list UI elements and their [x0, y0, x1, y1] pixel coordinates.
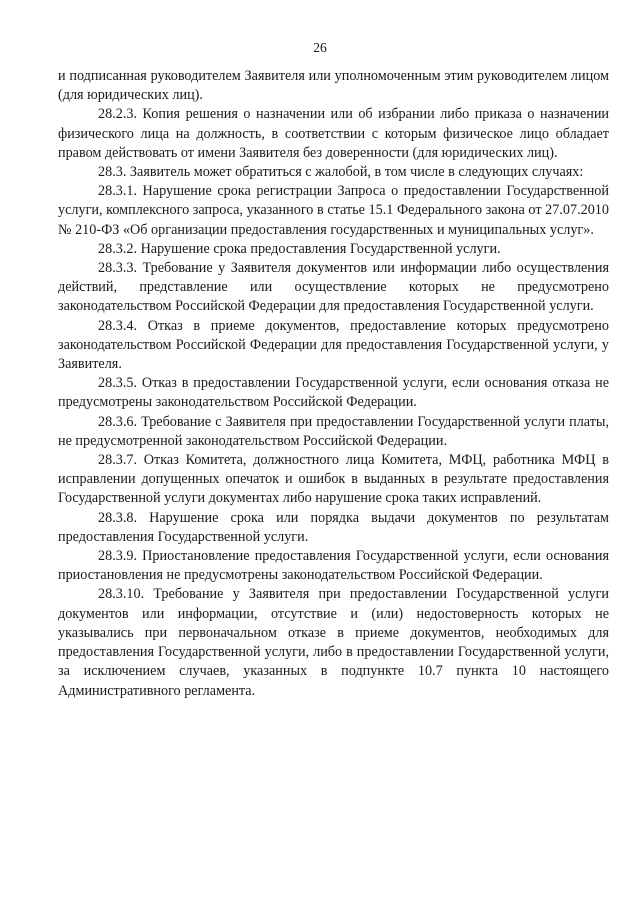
paragraph-28-3-10: 28.3.10. Требование у Заявителя при предоставлении Государственной услуги документов или информации, отсутствие и (или) недостоверность которых не указывались при первоначальном отказе в приеме документов, необходимых для предоставления Государственной услуги, либо в предоставлении Государственной услуги, за исключением случаев, указанных в подпункте 10.7 пункта 10 настоящего Административного регламента. [58, 586, 609, 699]
paragraph-28-3-8: 28.3.8. Нарушение срока или порядка выдачи документов по результатам предоставления Государственной услуги. [58, 509, 609, 545]
paragraph-continuation: и подписанная руководителем Заявителя или уполномоченным этим руководителем лицом (для юридических лиц). [58, 68, 609, 104]
paragraph-28-3-9: 28.3.9. Приостановление предоставления Государственной услуги, если основания приостановления не предусмотрены законодательством Российской Федерации. [58, 548, 609, 584]
paragraph-28-3-6: 28.3.6. Требование с Заявителя при предоставлении Государственной услуги платы, не предусмотренной законодательством Российской Федерации. [58, 413, 609, 449]
paragraph-28-3-5: 28.3.5. Отказ в предоставлении Государственной услуги, если основания отказа не предусмотрены законодательством Российской Федерации. [58, 375, 609, 411]
paragraph-28-3: 28.3. Заявитель может обратиться с жалобой, в том числе в следующих случаях: [98, 164, 584, 181]
paragraph-28-2-3: 28.2.3. Копия решения о назначении или об избрании либо приказа о назначении физического лица на должность, в соответствии с которым физическое лицо обладает правом действовать от имени Заявителя без доверенности (для юридических лиц). [58, 106, 609, 161]
page-number: 26 [313, 40, 327, 55]
paragraph-28-3-3: 28.3.3. Требование у Заявителя документов или информации либо осуществления действий, представление или осуществление которых не предусмотрено законодательством Российской Федерации для предоставления Государственной услуги. [58, 260, 609, 315]
document-body [58, 67, 609, 701]
paragraph-28-3-2: 28.3.2. Нарушение срока предоставления Государственной услуги. [98, 240, 501, 257]
paragraph-28-3-7: 28.3.7. Отказ Комитета, должностного лица Комитета, МФЦ, работника МФЦ в исправлении допущенных опечаток и ошибок в выданных в результате предоставления Государственной услуги документах либо нарушение срока таких исправлений. [58, 452, 609, 507]
paragraph-28-3-1: 28.3.1. Нарушение срока регистрации Запроса о предоставлении Государственной услуги, комплексного запроса, указанного в статье 15.1 Федерального закона от 27.07.2010 № 210-ФЗ «Об организации предоставления государственных и муниципальных услуг». [58, 183, 609, 238]
paragraph-28-3-4: 28.3.4. Отказ в приеме документов, предоставление которых предусмотрено законодательством Российской Федерации для предоставления Государственной услуги, у Заявителя. [58, 317, 609, 373]
